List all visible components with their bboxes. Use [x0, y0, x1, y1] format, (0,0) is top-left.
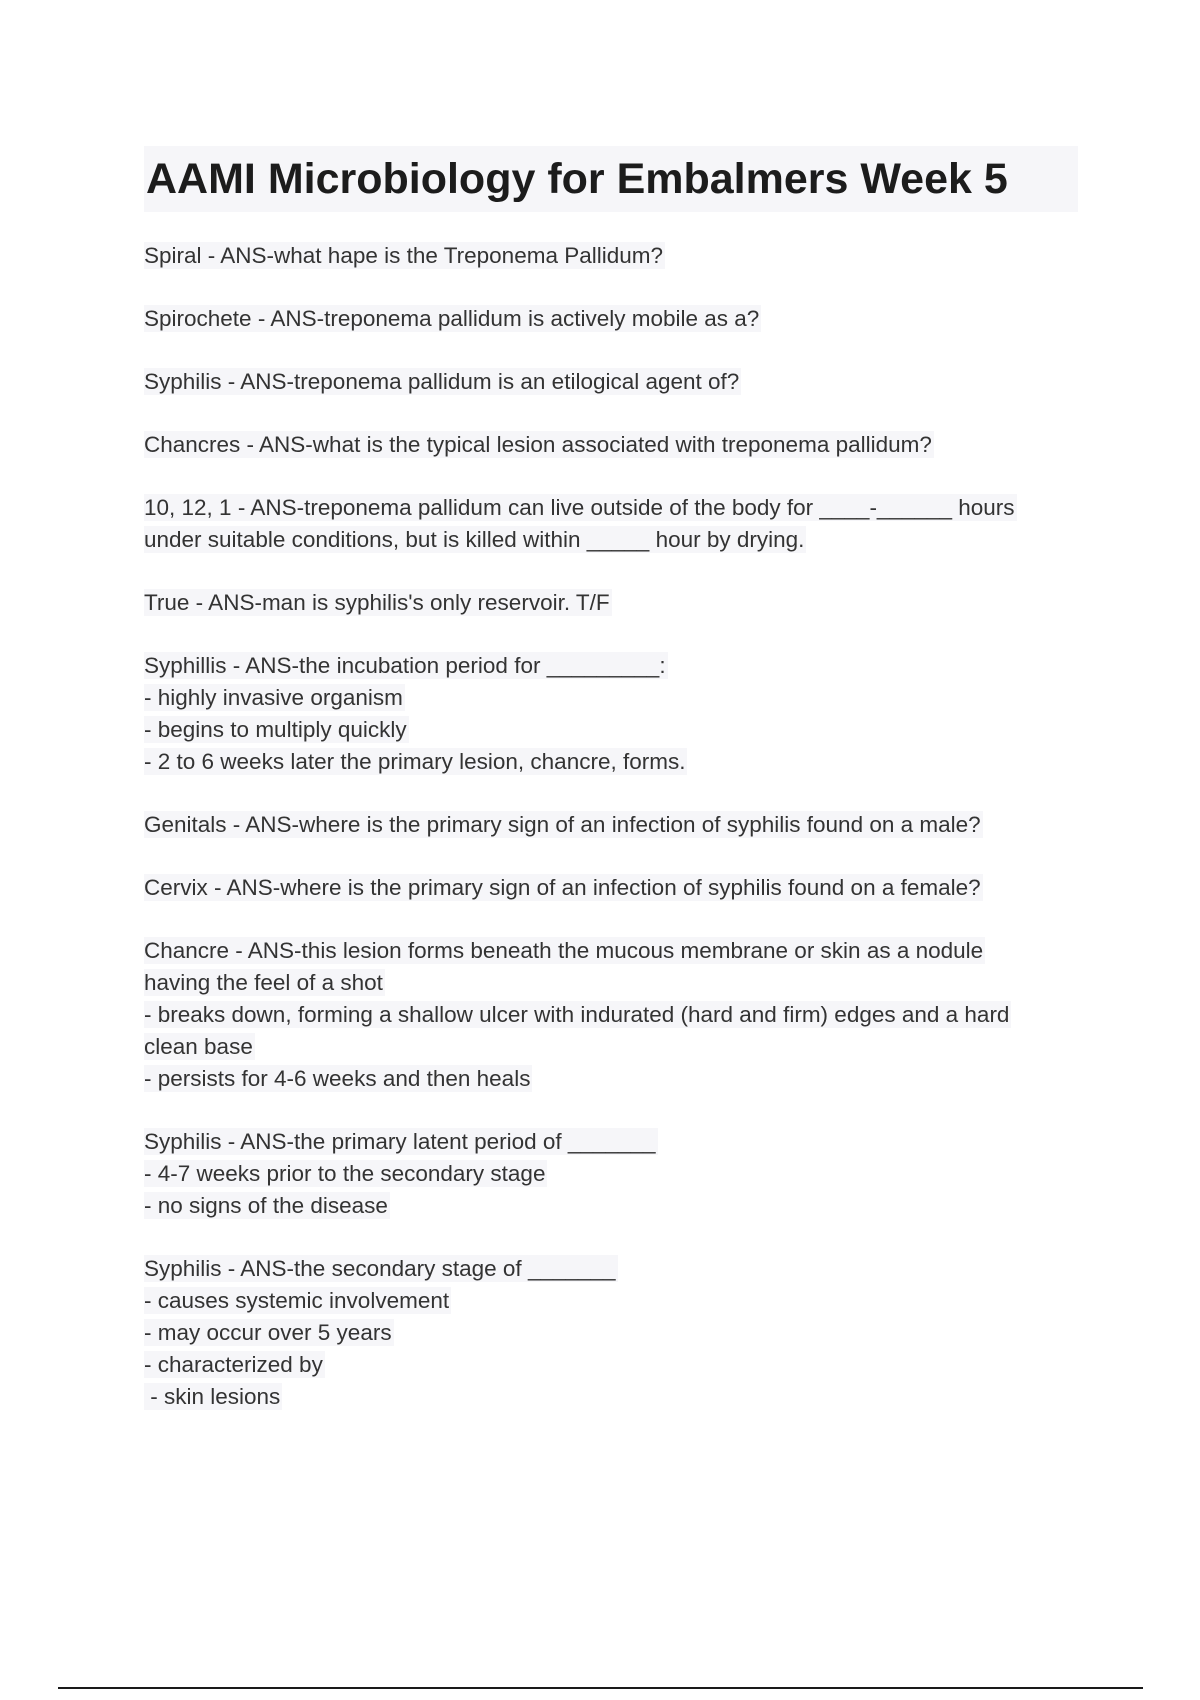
flashcard-text: Chancres - ANS-what is the typical lesion associated with treponema pallidum? — [144, 432, 932, 457]
flashcard-detail-line — [144, 1349, 1084, 1381]
flashcard-text: - persists for 4-6 weeks and then heals — [144, 1066, 531, 1091]
flashcard-answer-question — [144, 303, 1084, 335]
flashcard-detail-line — [144, 682, 1084, 714]
flashcard-detail-line — [144, 1031, 1084, 1063]
flashcard-text: - 4-7 weeks prior to the secondary stage — [144, 1161, 546, 1186]
flashcard-detail-line — [144, 1158, 1084, 1190]
flashcard-detail-line — [144, 1381, 1084, 1413]
flashcard-entry — [144, 587, 1084, 619]
flashcard-text: Syphilis - ANS-treponema pallidum is an etilogical agent of? — [144, 369, 740, 394]
flashcard-entry — [144, 366, 1084, 398]
flashcard-text: having the feel of a shot — [144, 970, 383, 995]
flashcard-entry — [144, 872, 1084, 904]
flashcard-text: Syphilis - ANS-the secondary stage of _______ — [144, 1256, 616, 1281]
flashcard-detail-line — [144, 1285, 1084, 1317]
flashcard-text: - may occur over 5 years — [144, 1320, 392, 1345]
flashcard-text: 10, 12, 1 - ANS-treponema pallidum can live outside of the body for ____-______ hours — [144, 495, 1015, 520]
flashcard-text: Genitals - ANS-where is the primary sign of an infection of syphilis found on a male? — [144, 812, 981, 837]
flashcard-text: - no signs of the disease — [144, 1193, 388, 1218]
flashcard-detail-line — [144, 714, 1084, 746]
flashcard-entry — [144, 809, 1084, 841]
flashcard-detail-line — [144, 1063, 1084, 1095]
flashcard-detail-line — [144, 746, 1084, 778]
flashcard-answer-question — [144, 429, 1084, 461]
flashcard-entry — [144, 1126, 1084, 1222]
page-title: AAMI Microbiology for Embalmers Week 5 — [144, 146, 1078, 212]
flashcard-answer-question — [144, 872, 1084, 904]
flashcard-text: - characterized by — [144, 1352, 323, 1377]
flashcard-entry — [144, 303, 1084, 335]
flashcard-text: - breaks down, forming a shallow ulcer with indurated (hard and firm) edges and a hard — [144, 1002, 1010, 1027]
flashcard-entry — [144, 429, 1084, 461]
flashcard-text: clean base — [144, 1034, 253, 1059]
flashcard-text: - highly invasive organism — [144, 685, 403, 710]
flashcard-detail-line — [144, 524, 1084, 556]
flashcard-text: Spiral - ANS-what hape is the Treponema Pallidum? — [144, 243, 664, 268]
flashcard-answer-question — [144, 492, 1084, 524]
flashcard-entry — [144, 650, 1084, 778]
flashcard-text: - causes systemic involvement — [144, 1288, 450, 1313]
flashcard-text: True - ANS-man is syphilis's only reservoir. T/F — [144, 590, 610, 615]
flashcard-answer-question — [144, 1253, 1084, 1285]
flashcard-text: Cervix - ANS-where is the primary sign of an infection of syphilis found on a female? — [144, 875, 981, 900]
footer-divider — [58, 1687, 1143, 1689]
flashcard-text: under suitable conditions, but is killed within _____ hour by drying. — [144, 527, 805, 552]
flashcard-detail-line — [144, 967, 1084, 999]
flashcard-detail-line — [144, 1317, 1084, 1349]
flashcard-list — [144, 240, 1084, 1444]
flashcard-entry — [144, 935, 1084, 1095]
flashcard-entry — [144, 1253, 1084, 1413]
flashcard-answer-question — [144, 809, 1084, 841]
flashcard-entry — [144, 492, 1084, 556]
flashcard-answer-question — [144, 240, 1084, 272]
flashcard-text: Chancre - ANS-this lesion forms beneath the mucous membrane or skin as a nodule — [144, 938, 984, 963]
flashcard-detail-line — [144, 1190, 1084, 1222]
flashcard-answer-question — [144, 587, 1084, 619]
flashcard-text: Spirochete - ANS-treponema pallidum is actively mobile as a? — [144, 306, 760, 331]
flashcard-text: Syphilis - ANS-the primary latent period of _______ — [144, 1129, 656, 1154]
flashcard-answer-question — [144, 650, 1084, 682]
flashcard-entry — [144, 240, 1084, 272]
flashcard-text: - begins to multiply quickly — [144, 717, 407, 742]
flashcard-answer-question — [144, 1126, 1084, 1158]
flashcard-answer-question — [144, 935, 1084, 967]
flashcard-text: - skin lesions — [144, 1384, 281, 1409]
flashcard-text: Syphillis - ANS-the incubation period for _________: — [144, 653, 666, 678]
flashcard-text: - 2 to 6 weeks later the primary lesion, chancre, forms. — [144, 749, 686, 774]
flashcard-answer-question — [144, 366, 1084, 398]
flashcard-detail-line — [144, 999, 1084, 1031]
